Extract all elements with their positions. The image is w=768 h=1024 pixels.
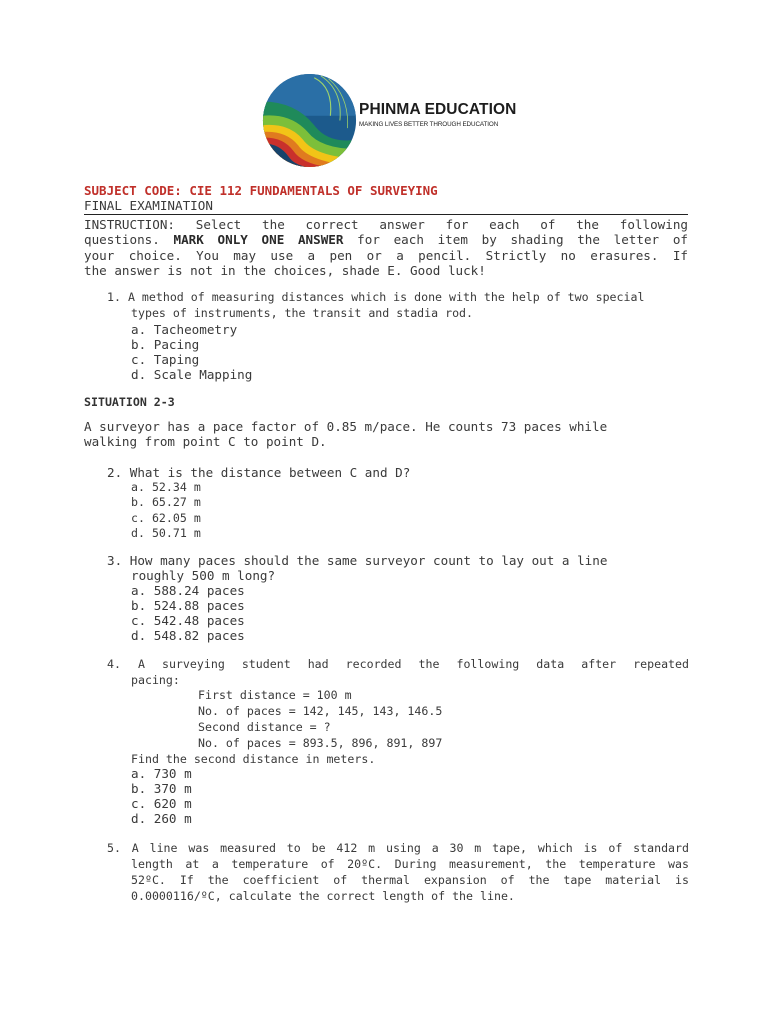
q5-line-1: 5. A line was measured to be 412 m using a 30 m tape, which is of standard [107, 841, 689, 855]
q1-line-2: types of instruments, the transit and stadia rod. [131, 306, 474, 320]
q3-line-2: roughly 500 m long? [131, 568, 276, 583]
exam-type: FINAL EXAMINATION [84, 198, 213, 213]
q4-data-3: Second distance = ? [198, 720, 331, 734]
instruction-block [84, 217, 688, 279]
q4-choice-d: d. 260 m [131, 811, 192, 826]
situation-line-2: walking from point C to point D. [84, 434, 327, 449]
q3-choice-d: d. 548.82 paces [131, 628, 245, 643]
q4-choice-b: b. 370 m [131, 781, 192, 796]
q2-choice-c: c. 62.05 m [131, 511, 201, 525]
q4-data-1: First distance = 100 m [198, 688, 352, 702]
q2-choice-d: d. 50.71 m [131, 526, 201, 540]
brand-name: PHINMA EDUCATION [359, 101, 517, 118]
q5-line-3: 52ºC. If the coefficient of thermal expansion of the tape material is [131, 873, 689, 887]
q4-line-2: pacing: [131, 673, 180, 687]
q3-choice-b: b. 524.88 paces [131, 598, 245, 613]
instruction-line-2-pre: questions. [84, 232, 160, 248]
q2-line-1: 2. What is the distance between C and D? [107, 465, 411, 480]
q4-data-2: No. of paces = 142, 145, 143, 146.5 [198, 704, 443, 718]
q1-choice-d: d. Scale Mapping [131, 367, 253, 382]
instruction-emphasis: MARK ONLY ONE ANSWER [173, 232, 344, 248]
instruction-line-2 [84, 232, 688, 247]
q1-choice-b: b. Pacing [131, 337, 200, 352]
q2-choice-a: a. 52.34 m [131, 480, 201, 494]
q5-line-2: length at a temperature of 20ºC. During measurement, the temperature was [131, 857, 689, 871]
q4-line-1: 4. A surveying student had recorded the following data after repeated [107, 657, 689, 671]
q3-choice-a: a. 588.24 paces [131, 583, 245, 598]
q2-choice-b: b. 65.27 m [131, 495, 201, 509]
q4-data-4: No. of paces = 893.5, 896, 891, 897 [198, 736, 443, 750]
brand-tagline: MAKING LIVES BETTER THROUGH EDUCATION [359, 121, 499, 128]
instruction-line-3: your choice. You may use a pen or a pencil. Strictly no erasures. If [84, 247, 688, 263]
header-divider [84, 214, 688, 215]
q4-prompt: Find the second distance in meters. [131, 752, 376, 766]
q1-choice-a: a. Tacheometry [131, 322, 238, 337]
q5-line-4: 0.0000116/ºC, calculate the correct length of the line. [131, 889, 515, 903]
subject-code: SUBJECT CODE: CIE 112 FUNDAMENTALS OF SURVEYING [84, 183, 438, 198]
instruction-line-4: the answer is not in the choices, shade E. Good luck! [84, 263, 486, 279]
q4-choice-c: c. 620 m [131, 796, 192, 811]
situation-line-1: A surveyor has a pace factor of 0.85 m/pace. He counts 73 paces while [84, 419, 608, 434]
situation-heading: SITUATION 2-3 [84, 395, 175, 409]
q1-choice-c: c. Taping [131, 352, 200, 367]
q3-line-1: 3. How many paces should the same surveyor count to lay out a line [107, 553, 608, 568]
q3-choice-c: c. 542.48 paces [131, 613, 245, 628]
q4-choice-a: a. 730 m [131, 766, 192, 781]
instruction-line-1: INSTRUCTION: Select the correct answer for each of the following [84, 217, 688, 232]
q1-line-1: 1. A method of measuring distances which is done with the help of two special [107, 290, 645, 304]
instruction-line-2-post: for each item by shading the letter of [357, 232, 688, 248]
phinma-logo-icon [262, 73, 357, 168]
